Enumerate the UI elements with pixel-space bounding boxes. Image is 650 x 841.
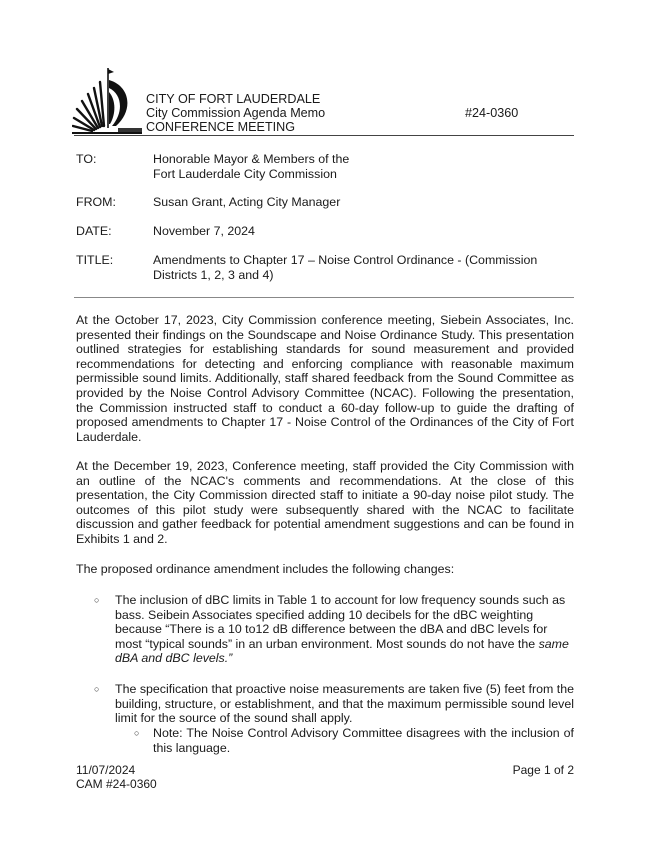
paragraph-1: At the October 17, 2023, City Commission conference meeting, Siebein Associates, Inc. presented their findings on the Soundscape and Noise Ordinance Study. This presentation outlined strategies for establishing standards for sound measurement and provided recommendations for detecting and enforcing compliance with reasonable maximum permissible sound limits. Additionally, staff shared feedback from the Sound Committee as provided by the Noise Control Advisory Committee (NCAC). Following the presentation, the Commission instructed staff to conduct a 60-day follow-up to guide the drafting of proposed amendments to Chapter 17 - Noise Control of the Ordinances of the City of Fort Lauderdale. [76, 313, 574, 444]
date-label: DATE: [76, 224, 112, 238]
bullet-circle-icon: ○ [134, 728, 140, 738]
sub-list-item-text: Note: The Noise Control Advisory Committee disagrees with the inclusion of this language. [153, 726, 574, 755]
page-footer [76, 763, 574, 791]
title-label: TITLE: [76, 253, 114, 267]
header-divider [74, 135, 574, 136]
to-line-1: Honorable Mayor & Members of the [153, 152, 350, 166]
meeting-type: CONFERENCE MEETING [146, 120, 296, 135]
date-value: November 7, 2024 [153, 224, 255, 238]
bullet-1-italic-text: same dBA and dBC levels.” [115, 636, 569, 666]
to-line-2: Fort Lauderdale City Commission [153, 166, 337, 181]
doc-type: City Commission Agenda Memo [146, 106, 326, 121]
bullet-circle-icon: ○ [94, 684, 100, 694]
title-value [153, 253, 583, 282]
footer-cam-number: CAM #24-0360 [76, 777, 157, 791]
org-name: CITY OF FORT LAUDERDALE [146, 92, 321, 106]
list-item-text [115, 593, 570, 666]
from-label: FROM: [76, 195, 116, 209]
paragraph-3: The proposed ordinance amendment includes the following changes: [76, 562, 455, 576]
title-line-2: Districts 1, 2, 3 and 4) [153, 267, 274, 282]
meta-divider [74, 297, 574, 298]
page-number: Page 1 of 2 [512, 763, 574, 777]
footer-date: 11/07/2024 [76, 763, 136, 777]
title-line-1: Amendments to Chapter 17 – Noise Control Ordinance - (Commission [153, 253, 538, 267]
to-label: TO: [76, 152, 97, 166]
bullet-1-text: The inclusion of dBC limits in Table 1 to account for low frequency sounds such as bass. Seibein Associates specified adding 10 decibels for the dBC weighting because “There is a 10 to12 dB difference between the dBA and dBC levels for most “typical sounds” in an urban environment. Most sounds do not have the [115, 593, 566, 651]
to-value [153, 152, 573, 181]
memo-number: #24-0360 [465, 106, 519, 120]
bullet-circle-icon: ○ [94, 595, 100, 605]
list-item-text: The specification that proactive noise measurements are taken five (5) feet from the building, structure, or establishment, and that the maximum permissible sound level limit for the source of the sound shall apply. [115, 682, 574, 726]
paragraph-2: At the December 19, 2023, Conference meeting, staff provided the City Commission with an outline of the NCAC's comments and recommendations. At the close of this presentation, the City Commission directed staff to initiate a 90-day noise pilot study. The outcomes of this pilot study were subsequently shared with the NCAC to facilitate discussion and gather feedback for potential amendment suggestions and can be found in Exhibits 1 and 2. [76, 459, 574, 546]
from-value: Susan Grant, Acting City Manager [153, 195, 341, 209]
city-logo-sailboat-icon [72, 66, 144, 136]
